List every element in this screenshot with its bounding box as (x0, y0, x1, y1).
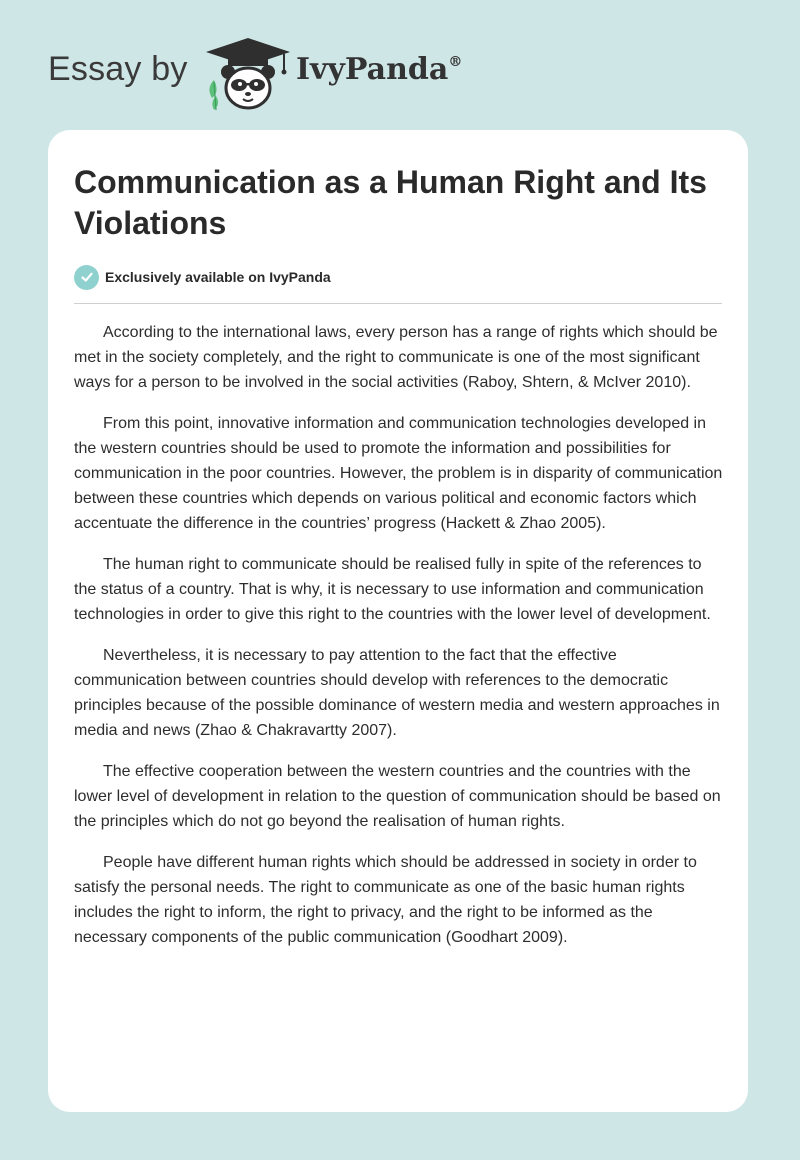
paragraph: The human right to communicate should be realised fully in spite of the references to the status of a country. That is why, it is necessary to use information and communication technologies in order to give this right to the countries with the lower level of development. (74, 556, 711, 623)
essay-by-label: Essay by (48, 50, 188, 88)
registered-mark: ® (448, 54, 463, 70)
essay-body (74, 320, 724, 966)
exclusive-badge-text: Exclusively available on IvyPanda (105, 269, 331, 285)
panda-graduate-logo-icon[interactable] (200, 36, 296, 112)
paragraph: The effective cooperation between the western countries and the countries with the lower level of development in relation to the question of communication should be based on the principles which do not go beyond the realisation of human rights. (74, 763, 721, 830)
check-circle-icon (74, 265, 99, 290)
divider (74, 303, 722, 304)
brand-text: IvyPanda (296, 52, 449, 87)
brand-name[interactable] (296, 52, 462, 87)
site-header (0, 0, 800, 130)
paragraph: Nevertheless, it is necessary to pay attention to the fact that the effective communication between countries should develop with references to the democratic principles because of the possible dominance of western media and western approaches in media and news (Zhao & Chakravartty 2007). (74, 647, 720, 739)
essay-card (48, 130, 748, 1112)
exclusive-badge (74, 264, 331, 290)
paragraph: People have different human rights which should be addressed in society in order to satisfy the personal needs. The right to communicate as one of the basic human rights includes the right to inform, the right to privacy, and the right to be informed as the necessary components of the public communication (Goodhart 2009). (74, 854, 697, 946)
page-title: Communication as a Human Right and Its Violations (74, 164, 707, 241)
paragraph: From this point, innovative information and communication technologies developed in the western countries should be used to promote the information and possibilities for communication in the poor countries. However, the problem is in disparity of communication between these countries which depends on various political and economic factors which accentuate the difference in the countries’ progress (Hackett & Zhao 2005). (74, 415, 723, 532)
paragraph: According to the international laws, every person has a range of rights which should be met in the society completely, and the right to communicate is one of the most significant ways for a person to be involved in the social activities (Raboy, Shtern, & McIver 2010). (74, 324, 718, 391)
